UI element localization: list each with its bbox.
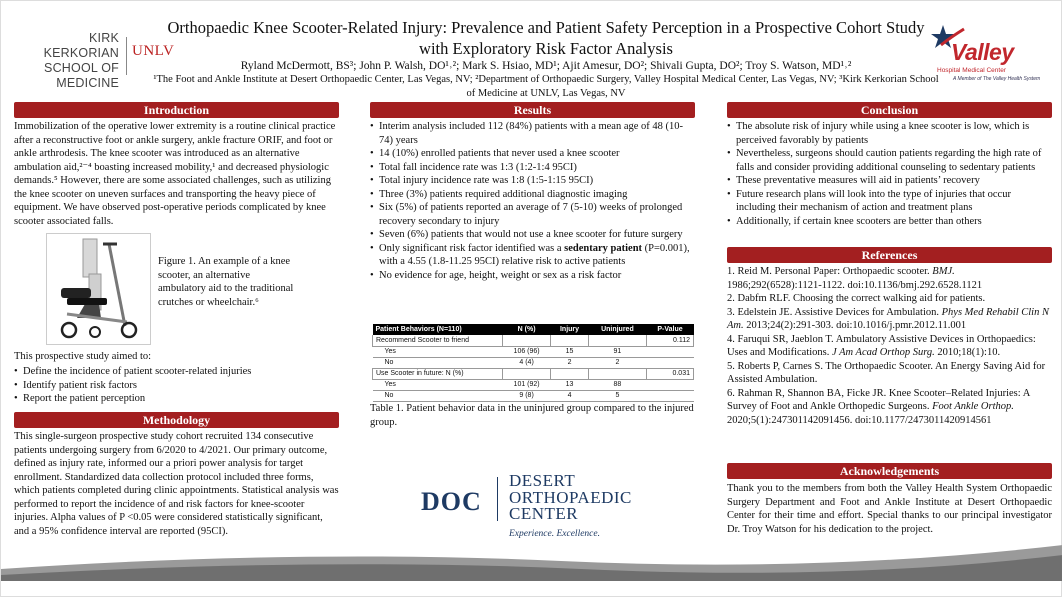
introduction-text: Immobilization of the operative lower extremity is a routine clinical practice after a reconstructive foot or ankle surgery, ankle fracture ORIF, and foot or ankle arthrodesis. The knee scooter was introduced as an alternative ambulation aid,²⁻⁴ boasting increased mobility,¹ and decreased physiologic demands.⁵ However, there are some associated challenges, such as utilizing the knee scooter on uneven surfaces and transporting the heavy piece of equipment. We have observed post-operative periods complicated by knee scooter associated falls.	[14, 121, 336, 227]
knee-scooter-figure	[46, 233, 151, 345]
reference-item: 4. Faruqui SR, Jaeblon T. Ambulatory Assistive Devices in Orthopaedics: Uses and Modifications. J Am Acad Orthop Surg. 2010;18(1):10.	[727, 333, 1036, 358]
table-row: Recommend Scooter to friend 0.112	[373, 335, 694, 346]
logo-divider	[126, 37, 127, 75]
result-item: • Six (5%) of patients reported an average of 7 (5-10) weeks of prolonged recovery secondary to injury	[370, 201, 695, 228]
patient-behaviors-table	[372, 324, 694, 402]
valley-logo-sub: Hospital Medical Center	[937, 67, 1007, 74]
table-row: Use Scooter in future: N (%) 0.031	[373, 368, 694, 379]
table-row: No 4 (4) 2 2	[373, 357, 694, 368]
authors: Ryland McDermott, BS³; John P. Walsh, DO¹˒²; Mark S. Hsiao, MD¹; Ajit Amesur, DO²; Shivali Gupta, DO²; Troy S. Watson, MD¹˒²	[240, 60, 852, 72]
valley-hospital-logo	[931, 21, 1056, 91]
table-header: P-Value	[646, 324, 693, 335]
reference-item: 5. Roberts P, Carnes S. The Orthopaedic Scooter. An Energy Saving Aid for Assisted Ambulation.	[727, 360, 1046, 385]
table-header-row	[373, 324, 694, 335]
doc-logo-divider	[497, 477, 498, 521]
table-header: Injury	[551, 324, 589, 335]
result-item: • 14 (10%) enrolled patients that never used a knee scooter	[370, 147, 695, 161]
reference-item: 2. Dabfm RLF. Choosing the correct walking aid for patients.	[727, 293, 986, 304]
table-row: No 9 (8) 4 5	[373, 390, 694, 401]
table-row: Yes 101 (92) 13 88	[373, 379, 694, 390]
affiliations: ¹The Foot and Ankle Institute at Desert Orthopaedic Center, Las Vegas, NV; ²Department of Orthopaedic Surgery, Valley Hospital Medical Center, Las Vegas, NV; ³Kirk Kerkorian School of Medicine at UNLV, Las Vegas, NV	[153, 74, 939, 99]
result-item: • No evidence for age, height, weight or sex as a risk factor	[370, 269, 695, 283]
results-list	[370, 120, 695, 282]
sedentary-emphasis: sedentary patient	[564, 242, 643, 254]
valley-logo-tagline: A Member of The Valley Health System	[953, 76, 1041, 82]
kkmed-unlv-logo	[19, 31, 175, 90]
poster-title: Orthopaedic Knee Scooter-Related Injury: Prevalence and Patient Safety Perception in a Prospective Cohort Study with Exploratory Risk Factor Analysis	[167, 18, 925, 58]
results-heading: Results	[370, 102, 695, 118]
reference-item: 1. Reid M. Personal Paper: Orthopaedic scooter. BMJ. 1986;292(6528):1121-1122. doi:10.1136/bmj.292.6528.1121	[727, 266, 983, 291]
result-item: • Total fall incidence rate was 1:3 (1:2-1:4 95CI)	[370, 161, 695, 175]
result-item: • Seven (6%) patients that would not use a knee scooter for future surgery	[370, 228, 695, 242]
conclusion-item: • These preventative measures will aid in patients’ recovery	[727, 174, 1052, 188]
aim-item: • Define the incidence of patient scooter-related injuries	[14, 365, 339, 379]
conclusion-item: • Nevertheless, surgeons should caution patients regarding the high rate of falls and consider providing additional counseling to sedentary patients	[727, 147, 1052, 174]
table-row: Yes 106 (96) 15 91	[373, 346, 694, 357]
table-1-caption: Table 1. Patient behavior data in the uninjured group compared to the injured group.	[370, 403, 694, 428]
table-header: N (%)	[503, 324, 551, 335]
methodology-text: This single-surgeon prospective study cohort recruited 134 consecutive patients undergoing surgery from 6/2020 to 4/2021. Our primary outcome, defined as injury rate, informed our a priori power analysis for target enrollment. Standardized data collection protocol included three forms, which patients completed during clinic appointments. Statistical analysis was performed to report the incidence of and risk factors for knee-scooter injuries. Alpha values of P <0.05 were considered statistically significant, and a 95% confidence interval are reported (95CI).	[14, 431, 339, 537]
result-item: • Total injury incidence rate was 1:8 (1:5-1:15 95CI)	[370, 174, 695, 188]
conclusion-item: • Additionally, if certain knee scooters are better than others	[727, 215, 1052, 229]
figure-1-caption: Figure 1. An example of a knee scooter, an alternative ambulatory aid to the traditional crutches or wheelchair.⁶	[158, 256, 294, 308]
bottom-wave-decoration	[1, 541, 1062, 581]
result-item: • Three (3%) patients required additional diagnostic imaging	[370, 188, 695, 202]
conclusion-item: • The absolute risk of injury while using a knee scooter is low, which is perceived favorably by patients	[727, 120, 1052, 147]
conclusion-item: • Future research plans will look into the type of injuries that occur including their mechanism of action and treatment plans	[727, 188, 1052, 215]
table-header: Patient Behaviors (N=110)	[373, 324, 503, 335]
doc-logo-mark: DOC	[421, 487, 482, 516]
introduction-heading: Introduction	[14, 102, 339, 118]
valley-logo-name: Valley	[951, 39, 1014, 65]
reference-item: 3. Edelstein JE. Assistive Devices for Ambulation. Phys Med Rehabil Clin N Am. 2013;24(2):291-303. doi:10.1016/j.pmr.2012.11.001	[727, 306, 1049, 331]
conclusion-heading: Conclusion	[727, 102, 1052, 118]
references-heading: References	[727, 247, 1052, 263]
reference-item: 6. Rahman R, Shannon BA, Ficke JR. Knee Scooter–Related Injuries: A Survey of Foot and Ankle Orthopedic Surgeons. Foot Ankle Orthop. 2020;5(1):247301142091456. doi:10.1177/2473011420914561	[727, 387, 1030, 426]
conclusion-list	[727, 120, 1052, 228]
result-item: • Interim analysis included 112 (84%) patients with a mean age of 48 (10-74) years	[370, 120, 695, 147]
aim-item: • Identify patient risk factors	[14, 379, 339, 393]
kkmed-logo-text: KIRK KERKORIAN SCHOOL OF MEDICINE	[43, 31, 119, 90]
doc-logo-name: DESERT ORTHOPAEDIC CENTER	[509, 471, 632, 523]
aim-item: • Report the patient perception	[14, 392, 339, 406]
methodology-heading: Methodology	[14, 412, 339, 428]
result-item-significant: • Only significant risk factor identified was a sedentary patient (P=0.001), with a 4.55 (1.8-11.25 95CI) relative risk to active patients	[370, 242, 695, 269]
aims-intro: This prospective study aimed to:	[14, 351, 152, 362]
table-header: Uninjured	[588, 324, 646, 335]
doc-logo-tagline: Experience. Excellence.	[509, 529, 600, 539]
unlv-logo-text: UNLV	[132, 43, 175, 59]
acknowledgements-text: Thank you to the members from both the Valley Health System Orthopaedic Surgery Department and Foot and Ankle Institute at Desert Orthopaedic Center for their time and effort. Special thanks to our principal investigator Dr. Troy Watson for his dedication to the project.	[727, 483, 1052, 535]
references-list	[727, 265, 1052, 427]
aims-list	[14, 365, 339, 406]
acknowledgements-heading: Acknowledgements	[727, 463, 1052, 479]
desert-orthopaedic-logo	[421, 469, 681, 549]
